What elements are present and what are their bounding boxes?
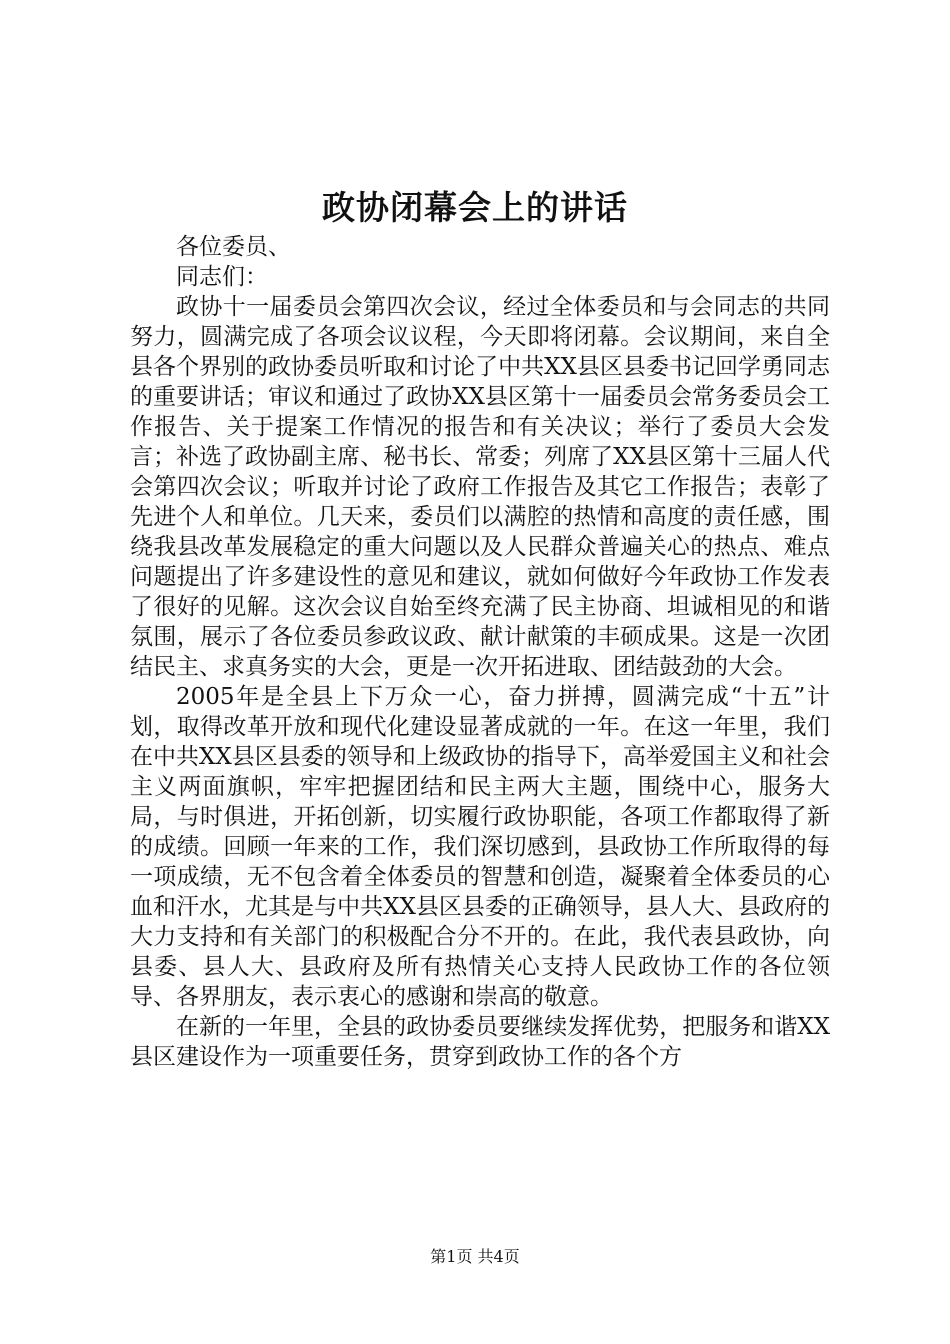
body-paragraph-3: 在新的一年里，全县的政协委员要继续发挥优势，把服务和谐XX县区建设作为一项重要任务，贯穿到政协工作的各个方 <box>130 1014 830 1070</box>
document-title: 政协闭幕会上的讲话 <box>322 188 628 227</box>
body-paragraph-1: 政协十一届委员会第四次会议，经过全体委员和与会同志的共同努力，圆满完成了各项会议议程，今天即将闭幕。会议期间，来自全县各个界别的政协委员听取和讨论了中共XX县区县委书记回学勇同志的重要讲话；审议和通过了政协XX县区第十一届委员会常务委员会工作报告、关于提案工作情况的报告和有关决议；举行了委员大会发言；补选了政协副主席、秘书长、常委；列席了XX县区第十三届人代会第四次会议；听取并讨论了政府工作报告及其它工作报告；表彰了先进个人和单位。几天来，委员们以满腔的热情和高度的责任感，围绕我县改革发展稳定的重大问题以及人民群众普遍关心的热点、难点问题提出了许多建设性的意见和建议，就如何做好今年政协工作发表了很好的见解。这次会议自始至终充满了民主协商、坦诚相见的和谐氛围，展示了各位委员参政议政、献计献策的丰硕成果。这是一次团结民主、求真务实的大会，更是一次开拓进取、团结鼓劲的大会。 <box>130 294 830 680</box>
page-number-footer: 第1页 共4页 <box>430 1247 520 1266</box>
salutation-line-1: 各位委员、 <box>176 234 291 260</box>
salutation-line-2: 同志们： <box>176 264 268 290</box>
body-paragraph-2: 2005年是全县上下万众一心，奋力拼搏，圆满完成“十五”计划，取得改革开放和现代化建设显著成就的一年。在这一年里，我们在中共XX县区县委的领导和上级政协的指导下，高举爱国主义和社会主义两面旗帜，牢牢把握团结和民主两大主题，围绕中心，服务大局，与时俱进，开拓创新，切实履行政协职能，各项工作都取得了新的成绩。回顾一年来的工作，我们深切感到，县政协工作所取得的每一项成绩，无不包含着全体委员的智慧和创造，凝聚着全体委员的心血和汗水，尤其是与中共XX县区县委的正确领导，县人大、县政府的大力支持和有关部门的积极配合分不开的。在此，我代表县政协，向县委、县人大、县政府及所有热情关心支持人民政协工作的各位领导、各界朋友，表示衷心的感谢和崇高的敬意。 <box>130 684 830 1010</box>
document-body <box>130 232 830 1072</box>
